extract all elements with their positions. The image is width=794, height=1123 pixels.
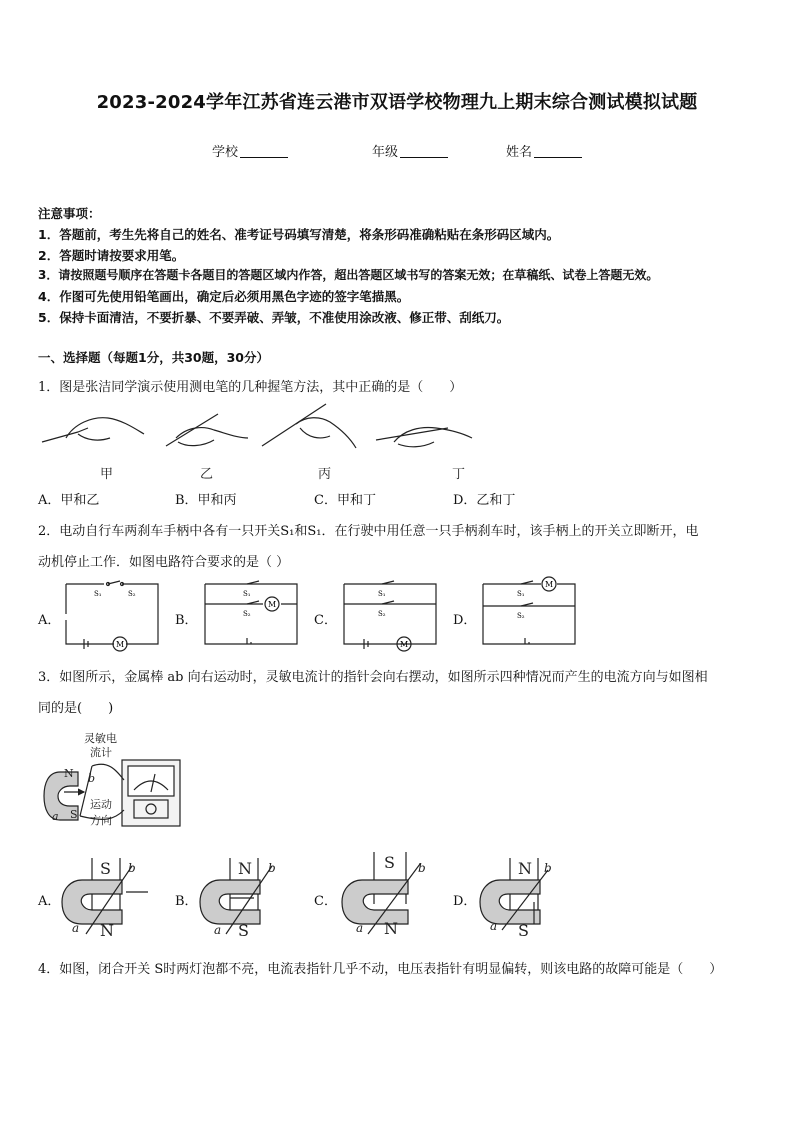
q1-label-yi: 乙 (200, 467, 214, 482)
q1-label-ding: 丁 (452, 467, 466, 482)
q3-option-b: B． (175, 894, 198, 909)
q2-circuit-b (203, 580, 301, 650)
q3-main-figure (44, 730, 194, 830)
q3a-pole-top: S (100, 859, 111, 878)
q2d-s1: S₁ (517, 590, 525, 598)
q2-stem-line1: 2．电动自行车两刹车手柄中各有一只开关S₁和S₁．在行驶中用任意一只手柄刹车时，该手柄上的开关立即断开，电 (38, 524, 699, 539)
q3-label-n: N (64, 767, 74, 780)
note-item-4: 4．作图可先使用铅笔画出，确定后必须用黑色字迹的签字笔描黑。 (38, 289, 410, 304)
school-field: 学校 (212, 141, 288, 160)
q3d-pole-bottom: S (518, 921, 529, 940)
q3-option-a: A． (38, 894, 61, 909)
q2-option-c: C． (314, 613, 337, 628)
q2c-s2: S₂ (378, 610, 386, 618)
q3c-pole-bottom: N (384, 919, 398, 938)
q3-option-d: D． (453, 894, 477, 909)
q1-figure (38, 398, 478, 482)
q3-figure-c (340, 848, 440, 936)
note-item-2: 2．答题时请按要求用笔。 (38, 248, 185, 263)
q2a-s1: S₁ (94, 590, 102, 598)
q3-label-motion: 运动 (90, 798, 112, 811)
q1-option-b: B．甲和丙 (175, 493, 237, 508)
q3b-b: b (268, 861, 276, 875)
q1-option-c: C．甲和丁 (314, 493, 376, 508)
q3-figure-b (200, 852, 292, 940)
q2-circuit-d (481, 576, 579, 650)
q2d-motor: M (545, 580, 554, 589)
q3b-pole-bottom: S (238, 921, 249, 940)
q3-label-meter2: 流计 (90, 746, 112, 759)
q3a-pole-bottom: N (100, 921, 114, 940)
q2-option-d: D． (453, 613, 477, 628)
q3c-a: a (356, 921, 364, 935)
q2b-s2: S₂ (243, 610, 251, 618)
q3-stem-line2: 同的是( ) (38, 701, 114, 716)
q2-stem-line2: 动机停止工作．如图电路符合要求的是（ ） (38, 555, 290, 570)
q1-stem: 1．图是张洁同学演示使用测电笔的几种握笔方法，其中正确的是（ ） (38, 380, 463, 395)
q2-circuit-a (64, 580, 162, 650)
q2c-motor: M (400, 640, 409, 649)
q1-option-d: D．乙和丁 (453, 493, 516, 508)
grade-field: 年级 (372, 141, 448, 160)
q3b-a: a (214, 923, 222, 937)
q1-label-jia: 甲 (100, 467, 114, 482)
page-title: 2023-2024学年江苏省连云港市双语学校物理九上期末综合测试模拟试题 (96, 92, 698, 113)
q3a-b: b (128, 861, 136, 875)
q4-stem: 4．如图，闭合开关 S时两灯泡都不亮，电流表指针几乎不动，电压表指针有明显偏转，则该电路的故障可能是（ ） (38, 962, 723, 977)
q3a-a: a (72, 921, 80, 935)
q3d-b: b (544, 861, 552, 875)
q3-label-s: S (70, 808, 78, 821)
notes-heading: 注意事项： (38, 206, 101, 221)
q3-figure-a (62, 852, 154, 940)
q2-circuit-c (342, 580, 440, 650)
school-blank (240, 145, 288, 158)
grade-blank (400, 145, 448, 158)
q3-label-meter: 灵敏电 (84, 732, 117, 745)
q2c-s1: S₁ (378, 590, 386, 598)
q3-figure-d (480, 852, 572, 940)
q3-option-c: C． (314, 894, 337, 909)
q3-label-a: a (52, 810, 59, 823)
q3c-pole-top: S (384, 853, 395, 872)
note-item-1: 1．答题前，考生先将自己的姓名、准考证号码填写清楚，将条形码准确粘贴在条形码区域内。 (38, 227, 560, 242)
note-item-3: 3．请按照题号顺序在答题卡各题目的答题区域内作答，超出答题区域书写的答案无效；在草稿纸、试卷上答题无效。 (38, 268, 659, 282)
q1-label-bing: 丙 (318, 467, 332, 482)
q3-label-motion2: 方向 (90, 814, 112, 827)
q2b-motor: M (268, 600, 277, 609)
q1-option-a: A．甲和乙 (38, 493, 100, 508)
q2d-s2: S₂ (517, 612, 525, 620)
q3-stem-line1: 3．如图所示，金属棒 ab 向右运动时，灵敏电流计的指针会向右摆动，如图所示四种情况而产生的电流方向与如图相 (38, 670, 708, 685)
name-field: 姓名 (506, 141, 582, 160)
q3d-a: a (490, 919, 498, 933)
q2a-s2: S₂ (128, 590, 136, 598)
q2a-motor: M (116, 640, 125, 649)
q2-option-b: B． (175, 613, 198, 628)
q3-label-b: b (88, 772, 96, 785)
name-blank (534, 145, 582, 158)
q3b-pole-top: N (238, 859, 252, 878)
q3c-b: b (418, 861, 426, 875)
note-item-5: 5．保持卡面清洁，不要折暴、不要弄破、弄皱，不准使用涂改液、修正带、刮纸刀。 (38, 310, 510, 325)
q3d-pole-top: N (518, 859, 532, 878)
q2-option-a: A． (38, 613, 61, 628)
q2b-s1: S₁ (243, 590, 251, 598)
section-heading: 一、选择题（每题1分，共30题，30分） (38, 350, 269, 365)
